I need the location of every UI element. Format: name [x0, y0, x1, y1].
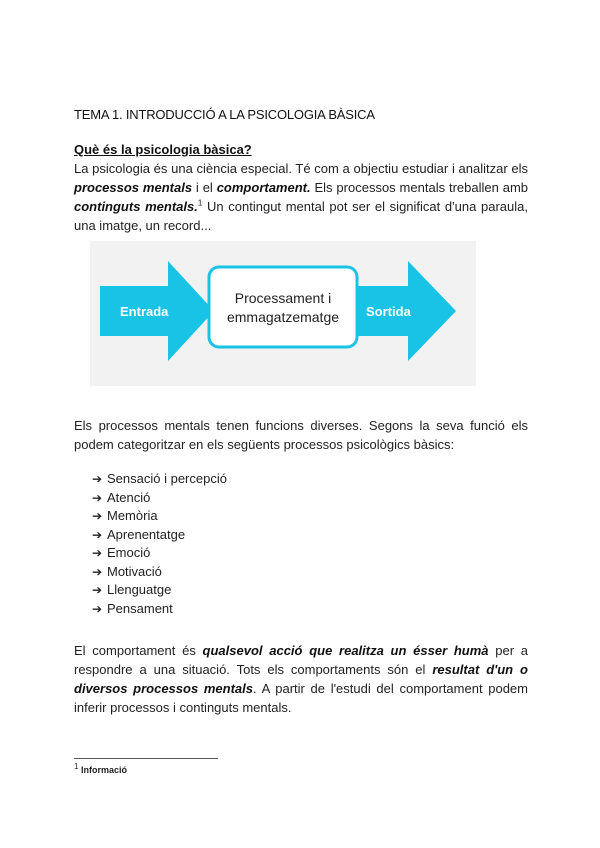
behaviour-paragraph — [74, 641, 528, 717]
emphasis-processos-mentals: processos mentals — [74, 180, 193, 195]
list-item-label: Emoció — [107, 545, 151, 560]
arrow-bullet-icon: ➔ — [92, 490, 103, 505]
footnote-text: Informació — [80, 765, 127, 775]
arrow-bullet-icon: ➔ — [92, 601, 103, 616]
footnote-divider — [74, 758, 218, 759]
arrow-bullet-icon: ➔ — [92, 583, 103, 597]
list-item — [92, 526, 227, 545]
arrow-bullet-icon: ➔ — [92, 564, 103, 579]
process-diagram-svg — [90, 241, 476, 386]
output-label: Sortida — [366, 304, 411, 319]
arrow-bullet-icon: ➔ — [92, 546, 103, 560]
footnote-ref[interactable]: 1 — [197, 198, 203, 208]
list-item-label: Atenció — [107, 489, 151, 505]
list-item-label: Memòria — [107, 508, 158, 523]
arrow-bullet-icon: ➔ — [92, 509, 103, 523]
emphasis-continguts-mentals: continguts mentals. — [74, 199, 198, 214]
list-item-label: Motivació — [107, 563, 162, 579]
footnote-number: 1 — [74, 762, 79, 771]
process-label-line2: emmagatzematge — [226, 309, 340, 325]
processes-list — [92, 470, 227, 618]
list-item — [92, 489, 227, 508]
list-item — [92, 600, 227, 619]
list-item — [92, 544, 227, 563]
arrow-bullet-icon: ➔ — [92, 527, 103, 542]
list-item — [92, 470, 227, 489]
emphasis-resultat: resultat d'un o diversos processos mentals — [74, 662, 528, 696]
page-title: TEMA 1. INTRODUCCIÓ A LA PSICOLOGIA BÀSICA — [74, 107, 375, 122]
footnote — [74, 762, 127, 775]
text-run: Un contingut mental pot ser el significat d'una paraula, una imatge, un record... — [74, 199, 528, 233]
list-item — [92, 581, 227, 600]
list-item-label: Sensació i percepció — [107, 471, 227, 486]
functions-paragraph: Els processos mentals tenen funcions diverses. Segons la seva funció els podem categoritzar en els següents processos psicològics bàsics: — [74, 418, 528, 452]
emphasis-qualsevol-accio: qualsevol acció que realitza un ésser humà — [202, 643, 489, 658]
input-label: Entrada — [120, 304, 169, 319]
list-item — [92, 563, 227, 582]
process-box — [209, 267, 357, 347]
process-label-line1: Processament i — [234, 290, 332, 306]
text-run: Els processos mentals treballen amb — [310, 180, 528, 195]
arrow-bullet-icon: ➔ — [92, 472, 103, 486]
section-heading: Què és la psicologia bàsica? — [74, 142, 252, 157]
text-run: . A partir de l'estudi del comportament podem inferir processos i continguts mentals. — [74, 681, 528, 715]
process-diagram — [90, 241, 476, 386]
intro-paragraph — [74, 159, 528, 235]
list-item-label: Llenguatge — [107, 582, 172, 597]
text-run: El comportament és — [74, 643, 203, 658]
emphasis-comportament: comportament. — [216, 180, 311, 195]
list-item-label: Pensament — [107, 600, 173, 616]
list-item — [92, 507, 227, 526]
list-item-label: Aprenentatge — [107, 526, 186, 542]
text-run: per a respondre a una situació. Tots els comportaments són el — [74, 643, 528, 677]
text-run: La psicologia és una ciència especial. Té com a objectiu estudiar i analitzar els — [74, 161, 528, 176]
text-run: i el — [192, 180, 217, 195]
